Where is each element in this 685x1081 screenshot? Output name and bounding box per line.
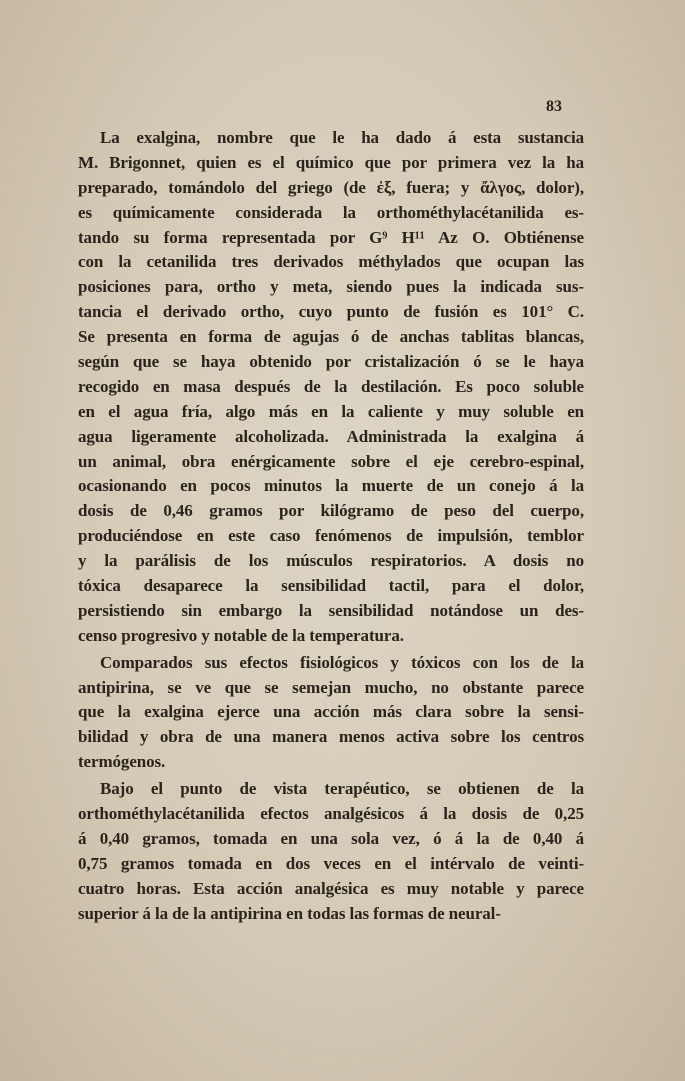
text-line: tóxica desaparece la sensibilidad tactil, para el dolor, (78, 576, 584, 596)
text-line: á 0,40 gramos, tomada en una sola vez, ó á la de 0,40 á (78, 828, 584, 848)
text-line: según que se haya obtenido por cristalización ó se le haya (78, 352, 584, 372)
text-line: produciéndose en este caso fenómenos de impulsión, temblor (78, 526, 584, 546)
text-line: preparado, tomándolo del griego (de ἐξ, fuera; y ἄλγος, dolor), (78, 177, 584, 197)
text-line: M. Brigonnet, quien es el químico que por primera vez la ha (78, 152, 584, 172)
page-number: 83 (546, 98, 562, 115)
text-line: tancia el derivado ortho, cuyo punto de fusión es 101° C. (78, 302, 584, 322)
text-line: ocasionando en pocos minutos la muerte de un conejo á la (78, 476, 584, 496)
text-line: Se presenta en forma de agujas ó de anchas tablitas blancas, (78, 327, 584, 347)
text-line: orthométhylacétanilida efectos analgésicos á la dosis de 0,25 (78, 804, 584, 824)
text-line: en el agua fría, algo más en la caliente y muy soluble en (78, 401, 584, 421)
text-line: posiciones para, ortho y meta, siendo pues la indicada sus- (78, 277, 584, 297)
paragraph (78, 126, 584, 649)
text-line: es químicamente considerada la orthométhylacétanilida es- (78, 202, 584, 222)
paragraph (78, 649, 584, 775)
text-line: con la cetanilida tres derivados méthylados que ocupan las (78, 252, 584, 272)
text-line: y la parálisis de los músculos respiratorios. A dosis no (78, 551, 584, 571)
text-line: dosis de 0,46 gramos por kilógramo de peso del cuerpo, (78, 501, 584, 521)
body-text (78, 126, 584, 927)
text-line: 0,75 gramos tomada en dos veces en el intérvalo de veinti- (78, 853, 584, 873)
text-line: censo progresivo y notable de la temperatura. (78, 625, 404, 645)
text-line: antipirina, se ve que se semejan mucho, no obstante parece (78, 677, 584, 697)
text-line: un animal, obra enérgicamente sobre el eje cerebro-espinal, (78, 451, 584, 471)
text-line: persistiendo sin embargo la sensibilidad notándose un des- (78, 600, 584, 620)
text-line: Comparados sus efectos fisiológicos y tóxicos con los de la (100, 652, 584, 672)
text-line: que la exalgina ejerce una acción más clara sobre la sensi- (78, 702, 584, 722)
text-line: superior á la de la antipirina en todas las formas de neural- (78, 903, 501, 923)
text-line: termógenos. (78, 752, 166, 772)
text-line: cuatro horas. Esta acción analgésica es muy notable y parece (78, 878, 584, 898)
text-line: bilidad y obra de una manera menos activa sobre los centros (78, 727, 584, 747)
text-line: tando su forma representada por G⁹ H¹¹ Az O. Obtiénense (78, 227, 584, 247)
text-line: Bajo el punto de vista terapéutico, se obtienen de la (100, 779, 584, 799)
text-line: La exalgina, nombre que le ha dado á esta sustancia (100, 128, 584, 147)
text-line: recogido en masa después de la destilación. Es poco soluble (78, 376, 584, 396)
text-line: agua ligeramente alcoholizada. Administrada la exalgina á (78, 426, 584, 446)
paragraph (78, 775, 584, 926)
